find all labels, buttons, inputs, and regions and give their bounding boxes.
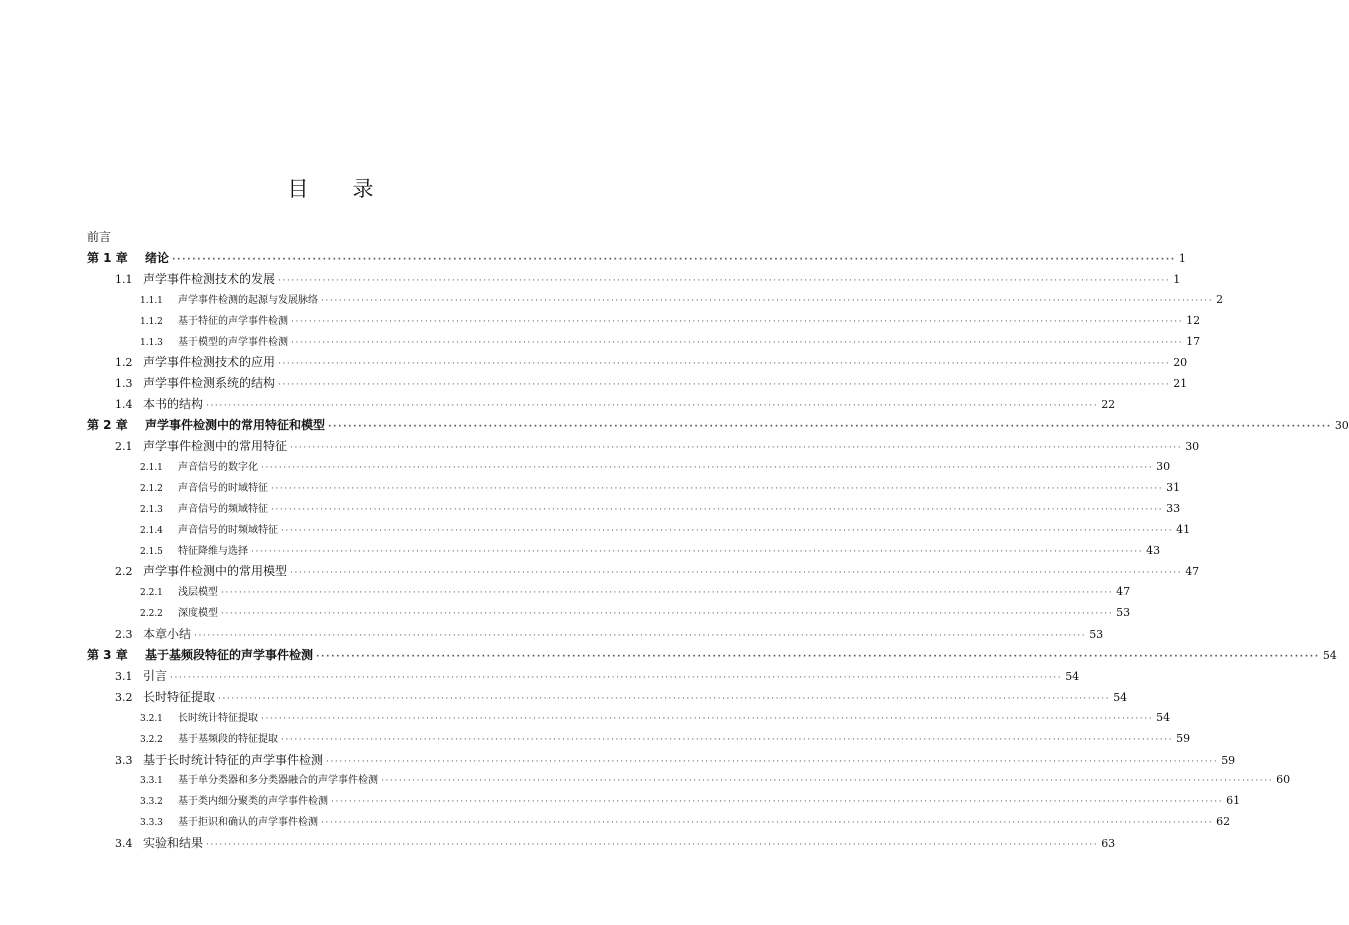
toc-entry[interactable]: [115, 667, 1080, 684]
toc-entry[interactable]: [140, 291, 1224, 306]
toc-entry-page: 59: [1221, 753, 1236, 767]
toc-entry[interactable]: [115, 562, 1200, 579]
toc-entry-page: 1: [1178, 251, 1186, 265]
toc-entry-number: 2.1.2: [140, 483, 163, 494]
toc-entry-page: 30: [1334, 419, 1349, 433]
toc-entry-page: 47: [1185, 565, 1200, 579]
toc-entry[interactable]: [140, 771, 1291, 787]
title-char-2: 录: [352, 177, 374, 201]
toc-entry[interactable]: [140, 333, 1201, 348]
toc-leader-dots: ········································································································································································································: [271, 504, 1164, 515]
toc-entry[interactable]: [140, 500, 1181, 515]
toc-entry[interactable]: [87, 416, 1349, 433]
toc-entry[interactable]: [140, 709, 1171, 724]
toc-entry-number: 2.2.2: [140, 609, 163, 620]
toc-entry-number: 1.1.2: [140, 316, 163, 327]
toc-entry-title: 基于长时统计特征的声学事件检测: [143, 752, 324, 767]
toc-entry-title: 实验和结果: [143, 836, 204, 851]
toc-entry-page: 47: [1116, 585, 1131, 599]
toc-entry-number: 1.2: [115, 356, 133, 370]
toc-entry[interactable]: [115, 353, 1188, 370]
toc-entry-title: 特征降维与选择: [178, 545, 248, 557]
toc-entry-title: 声学事件检测技术的应用: [143, 355, 276, 370]
toc-entry-number: 3.2.1: [140, 713, 163, 724]
toc-leader-dots: ········································································································································································································: [316, 652, 1320, 662]
toc-entry-number: 3.4: [115, 837, 133, 851]
toc-leader-dots: ········································································································································································································: [261, 462, 1154, 473]
toc-entry-title: 声音信号的数字化: [178, 461, 258, 473]
toc-leader-dots: ········································································································································································································: [170, 672, 1063, 683]
toc-entry-number: 3.3.1: [140, 776, 163, 787]
toc-entry-title: 声学事件检测系统的结构: [143, 376, 276, 391]
toc-leader-dots: ········································································································································································································: [290, 568, 1183, 579]
toc-leader-dots: ········································································································································································································: [271, 483, 1164, 494]
toc-entry-page: 61: [1226, 794, 1241, 808]
toc-entry-title: 基于特征的声学事件检测: [178, 315, 288, 327]
toc-entry-title: 引言: [143, 668, 168, 683]
toc-entry-number: 3.1: [115, 669, 133, 683]
toc-entry-title: 基于基频段的特征提取: [178, 733, 278, 745]
toc-entry[interactable]: [115, 751, 1236, 768]
toc-leader-dots: ········································································································································································································: [321, 818, 1214, 829]
toc-entry[interactable]: [140, 792, 1241, 808]
toc-leader-dots: ········································································································································································································: [328, 422, 1332, 433]
toc-entry-page: 54: [1065, 669, 1080, 683]
toc-leader-dots: ········································································································································································································: [381, 776, 1274, 787]
toc-leader-dots: ········································································································································································································: [291, 316, 1184, 327]
toc-entry-title: 声音信号的时频域特征: [178, 524, 278, 536]
toc-entry-page: 53: [1089, 628, 1104, 642]
toc-entry-title: 浅层模型: [178, 587, 218, 599]
toc-entry[interactable]: [140, 730, 1191, 745]
toc-entry-title: 声学事件检测中的常用特征: [143, 439, 288, 453]
toc-leader-dots: ········································································································································································································: [251, 546, 1144, 557]
toc-entry-page: 60: [1276, 773, 1291, 787]
toc-entry[interactable]: [140, 521, 1191, 536]
toc-entry-number: 1.3: [115, 377, 133, 391]
toc-entry-number: 3.2.2: [140, 734, 163, 745]
toc-entry-number: 2.1.1: [140, 462, 163, 473]
toc-entry-title: 基于单分类器和多分类器融合的声学事件检测: [178, 775, 378, 787]
toc-entry-page: 59: [1176, 731, 1191, 745]
toc-entry-number: 第 1 章: [87, 250, 128, 265]
toc-entry-page: 20: [1173, 356, 1188, 370]
toc-entry-number: 3.3.3: [140, 818, 163, 829]
toc-entry-page: 30: [1156, 459, 1171, 473]
toc-entry-page: 62: [1216, 815, 1231, 829]
toc-entry-page: 63: [1101, 837, 1116, 851]
toc-entry-page: 1: [1173, 272, 1181, 286]
toc-entry[interactable]: [115, 834, 1116, 851]
toc-leader-dots: ········································································································································································································: [172, 254, 1176, 265]
toc-entry-title: 声学事件检测中的常用特征和模型: [145, 418, 326, 433]
toc-leader-dots: ········································································································································································································: [278, 359, 1171, 370]
toc-leader-dots: ········································································································································································································: [278, 275, 1171, 286]
toc-entry-page: 30: [1185, 440, 1200, 453]
toc-entry-page: 33: [1166, 501, 1181, 515]
page-title: [0, 173, 661, 203]
toc-leader-dots: ········································································································································································································: [221, 588, 1114, 599]
toc-leader-dots: ········································································································································································································: [278, 380, 1171, 391]
toc-entry[interactable]: [140, 583, 1131, 599]
toc-leader-dots: ········································································································································································································: [194, 631, 1087, 642]
toc-entry-number: 3.3: [115, 753, 133, 767]
toc-leader-dots: ········································································································································································································: [290, 443, 1183, 453]
toc-entry-page: 54: [1156, 710, 1171, 724]
toc-entry-page: 17: [1186, 334, 1201, 348]
toc-entry-number: 2.1.5: [140, 546, 163, 557]
toc-entry-page: 43: [1146, 543, 1161, 557]
toc-entry-number: 1.4: [115, 398, 133, 412]
toc-entry[interactable]: [87, 646, 1337, 663]
toc-entry-number: 第 2 章: [87, 418, 128, 433]
toc-entry[interactable]: [115, 374, 1188, 391]
toc-leader-dots: ········································································································································································································: [221, 609, 1114, 620]
toc-leader-dots: ········································································································································································································: [261, 713, 1154, 724]
toc-entry[interactable]: [115, 270, 1181, 287]
toc-entry-number: 1.1.3: [140, 337, 163, 348]
toc-leader-dots: ········································································································································································································: [331, 797, 1224, 808]
toc-entry-page: 54: [1113, 690, 1128, 704]
toc-entry-page: 22: [1101, 398, 1116, 412]
toc-entry-number: 2.1.4: [140, 525, 163, 536]
toc-entry-number: 1.1: [115, 272, 133, 286]
toc-entry-number: 2.3: [115, 628, 133, 642]
toc-entry-page: 54: [1322, 649, 1337, 662]
toc-entry-title: 深度模型: [178, 608, 218, 620]
toc-entry-title: 声音信号的频域特征: [178, 503, 268, 515]
toc-entry-title: 声学事件检测的起源与发展脉络: [178, 294, 318, 306]
toc-entry-title: 前言: [87, 230, 112, 244]
toc-entry[interactable]: [140, 312, 1201, 327]
toc-leader-dots: ········································································································································································································: [281, 525, 1174, 536]
toc-entry[interactable]: [140, 479, 1181, 494]
toc-entry-number: 3.3.2: [140, 797, 163, 808]
toc-entry-title: 基于基频段特征的声学事件检测: [145, 648, 314, 662]
toc-entry-title: 声学事件检测技术的发展: [143, 271, 276, 286]
toc-entry-title: 长时统计特征提取: [178, 712, 258, 724]
toc-entry[interactable]: [115, 625, 1104, 642]
toc-entry-title: 本书的结构: [143, 397, 204, 412]
toc-entry[interactable]: [140, 458, 1171, 473]
toc-entry-number: 2.1: [115, 440, 133, 453]
toc-entry-title: 绪论: [145, 250, 170, 265]
toc-leader-dots: ········································································································································································································: [281, 734, 1174, 745]
toc-entry-title: 长时特征提取: [143, 689, 216, 704]
toc-entry-page: 53: [1116, 606, 1131, 620]
toc-leader-dots: ········································································································································································································: [326, 756, 1219, 767]
toc-leader-dots: ········································································································································································································: [206, 840, 1099, 851]
toc-entry-page: 2: [1216, 292, 1224, 306]
toc-entry-number: 第 3 章: [87, 648, 128, 662]
toc-leader-dots: ········································································································································································································: [321, 295, 1214, 306]
toc-leader-dots: ········································································································································································································: [291, 337, 1184, 348]
toc-entry-title: 本章小结: [143, 627, 192, 642]
toc-entry[interactable]: [115, 437, 1200, 454]
toc-entry-number: 2.2: [115, 565, 133, 579]
toc-entry-title: 基于类内细分聚类的声学事件检测: [178, 796, 328, 808]
toc-entry-number: 1.1.1: [140, 295, 163, 306]
toc-entry-number: 3.2: [115, 690, 133, 704]
toc-entry[interactable]: [87, 249, 1186, 266]
toc-entry-number: 2.2.1: [140, 588, 163, 599]
toc-entry-page: 31: [1166, 480, 1181, 494]
toc-entry[interactable]: [87, 228, 111, 245]
toc-leader-dots: ········································································································································································································: [206, 401, 1099, 412]
toc-entry[interactable]: [140, 604, 1131, 620]
toc-entry-page: 21: [1173, 377, 1188, 391]
toc-entry-title: 基于拒识和确认的声学事件检测: [178, 817, 318, 829]
toc-entry-page: 41: [1176, 522, 1191, 536]
title-char-1: 目: [287, 177, 309, 201]
toc-entry-number: 2.1.3: [140, 504, 163, 515]
toc-entry[interactable]: [115, 688, 1128, 705]
toc-entry-title: 基于模型的声学事件检测: [178, 336, 288, 348]
toc-entry-page: 12: [1186, 313, 1201, 327]
toc-entry-title: 声音信号的时域特征: [178, 482, 268, 494]
toc-entry[interactable]: [140, 542, 1161, 557]
toc-entry[interactable]: [115, 395, 1116, 412]
toc-entry-title: 声学事件检测中的常用模型: [143, 564, 288, 579]
toc-entry[interactable]: [140, 813, 1231, 829]
toc-leader-dots: ········································································································································································································: [218, 693, 1111, 704]
